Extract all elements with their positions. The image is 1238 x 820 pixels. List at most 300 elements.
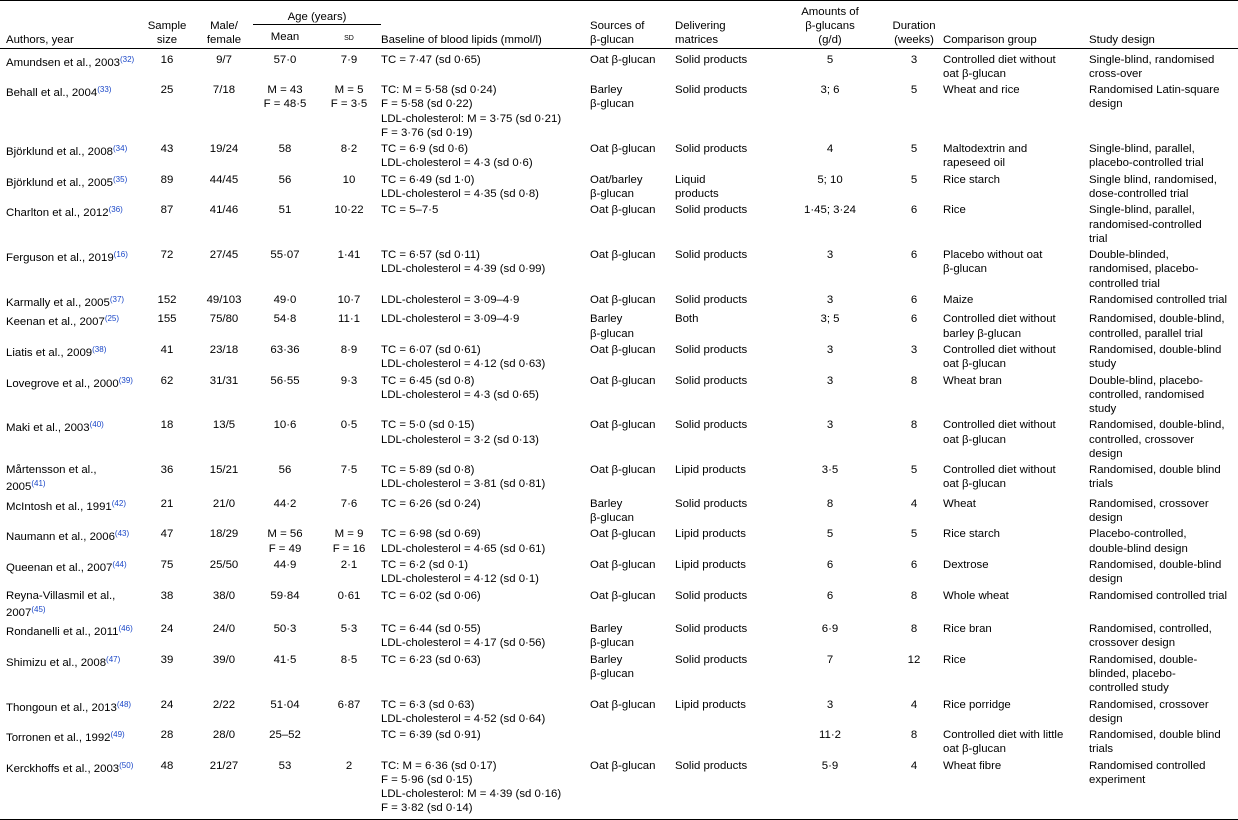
cell-sample-size: 36 xyxy=(160,464,174,477)
cell-author xyxy=(0,374,139,419)
reference-link[interactable]: (42) xyxy=(111,498,126,508)
author-text: Rondanelli et al., 2011 xyxy=(6,626,119,639)
cell-duration: 5 xyxy=(910,143,918,156)
table-header xyxy=(0,1,1238,49)
reference-link[interactable]: (32) xyxy=(119,54,135,64)
cell-matrix: Solid products xyxy=(675,204,748,217)
cell-duration: 6 xyxy=(910,558,918,571)
cell-sample-size: 18 xyxy=(160,419,174,432)
cell-baseline: TC = 6·98 (sd 0·69) LDL-cholesterol = 4·65 (sd 0·61) xyxy=(381,528,546,555)
cell-matrix: Solid products xyxy=(675,84,748,97)
cell-duration: 4 xyxy=(885,759,943,819)
author-text: Björklund et al., 2005 xyxy=(6,176,114,189)
cell-male-female: 27/45 xyxy=(209,249,239,262)
author-text: Lovegrove et al., 2000 xyxy=(6,377,119,390)
cell-source: Oat/barley β-glucan xyxy=(590,173,643,200)
reference-link[interactable]: (37) xyxy=(109,294,125,304)
reference-link[interactable]: (25) xyxy=(104,314,120,324)
cell-source: Oat β-glucan xyxy=(590,343,656,356)
reference-link[interactable]: (46) xyxy=(118,624,133,634)
header-sources: Sources of β-glucan xyxy=(590,20,645,47)
cell-matrix: Lipid products xyxy=(675,464,746,477)
cell-author xyxy=(0,293,139,312)
cell-baseline: TC: M = 6·36 (sd 0·17) F = 5·96 (sd 0·15) LDL-cholesterol: M = 4·39 (sd 0·16) F = 3·82 (sd 0·14) xyxy=(381,759,590,819)
cell-age-mean: 51 xyxy=(278,204,292,217)
reference-link[interactable]: (45) xyxy=(31,604,46,614)
cell-amount: 5; 10 xyxy=(817,173,843,186)
cell-baseline: TC: M = 5·58 (sd 0·24) F = 5·58 (sd 0·22) LDL-cholesterol: M = 3·75 (sd 0·21) F = 3·76 (sd 0·19) xyxy=(381,84,562,139)
cell-baseline: TC = 6·49 (sd 1·0) LDL-cholesterol = 4·35 (sd 0·8) xyxy=(381,173,539,200)
cell-source: Oat β-glucan xyxy=(590,528,656,541)
table-row xyxy=(0,142,1238,173)
cell-amount: 3; 6 xyxy=(820,84,840,97)
cell-age-sd: 7·5 xyxy=(340,464,358,477)
cell-matrix: Solid products xyxy=(675,419,748,432)
cell-author xyxy=(0,48,139,83)
cell-baseline: LDL-cholesterol = 3·09–4·9 xyxy=(381,293,520,306)
cell-male-female: 13/5 xyxy=(212,419,236,432)
cell-source xyxy=(590,728,675,759)
cell-male-female: 21/27 xyxy=(195,759,253,819)
cell-amount: 7 xyxy=(826,653,834,666)
cell-duration: 6 xyxy=(910,293,918,306)
cell-age-mean: 57·0 xyxy=(273,53,297,66)
cell-amount: 3 xyxy=(826,698,834,711)
author-text: Mårtensson et al., 2005 xyxy=(6,464,97,494)
cell-author xyxy=(0,83,139,142)
cell-age-sd xyxy=(317,728,381,759)
cell-baseline: TC = 5·0 (sd 0·15) LDL-cholesterol = 3·2 (sd 0·13) xyxy=(381,419,539,446)
cell-author xyxy=(0,497,139,528)
cell-baseline: TC = 6·07 (sd 0·61) LDL-cholesterol = 4·12 (sd 0·63) xyxy=(381,343,546,371)
cell-age-mean: 44·2 xyxy=(273,497,297,510)
cell-comparison: Controlled diet without barley β-glucan xyxy=(943,313,1056,340)
cell-design: Randomised, double-blind, controlled, crossover design xyxy=(1089,419,1225,460)
cell-design: Randomised, double- blinded, placebo- controlled study xyxy=(1089,653,1198,695)
cell-amount: 4 xyxy=(826,143,834,156)
cell-duration: 8 xyxy=(910,374,918,387)
cell-comparison: Rice bran xyxy=(943,623,992,636)
cell-age-mean: 55·07 xyxy=(270,249,300,262)
cell-age-mean: 59·84 xyxy=(270,589,300,602)
cell-author xyxy=(0,312,139,343)
cell-sample-size: 152 xyxy=(157,293,177,306)
reference-link[interactable]: (47) xyxy=(106,654,121,664)
reference-link[interactable]: (39) xyxy=(118,375,133,385)
cell-male-female: 24/0 xyxy=(212,623,236,636)
reference-link[interactable]: (40) xyxy=(89,420,104,430)
cell-comparison: Maize xyxy=(943,293,974,306)
cell-comparison: Rice starch xyxy=(943,528,1000,541)
cell-matrix: Solid products xyxy=(675,249,748,262)
cell-male-female: 28/0 xyxy=(212,729,236,742)
cell-design: Randomised, double-blind study xyxy=(1089,343,1222,371)
cell-design: Placebo-controlled, double-blind design xyxy=(1089,528,1188,555)
table-row xyxy=(0,653,1238,698)
cell-author xyxy=(0,527,139,558)
cell-baseline: TC = 6·57 (sd 0·11) LDL-cholesterol = 4·39 (sd 0·99) xyxy=(381,249,546,276)
cell-sample-size: 16 xyxy=(160,53,174,66)
author-text: Karmally et al., 2005 xyxy=(6,296,110,309)
header-comparison: Comparison group xyxy=(943,34,1037,47)
cell-age-mean: 50·3 xyxy=(273,623,297,636)
cell-source: Oat β-glucan xyxy=(590,374,656,387)
cell-age-mean: 63·36 xyxy=(270,343,300,356)
author-text: Liatis et al., 2009 xyxy=(6,346,93,359)
cell-age-sd: 10 xyxy=(342,173,356,186)
reference-link[interactable]: (34) xyxy=(113,144,128,154)
cell-author xyxy=(0,653,139,698)
cell-age-sd: 8·9 xyxy=(340,343,358,356)
cell-source: Oat β-glucan xyxy=(590,464,656,477)
table-body xyxy=(0,48,1238,819)
cell-age-mean: 49·0 xyxy=(273,293,297,306)
cell-matrix: Both xyxy=(675,313,699,326)
author-text: Queenan et al., 2007 xyxy=(6,561,113,574)
cell-male-female: 9/7 xyxy=(216,53,232,66)
cell-matrix: Solid products xyxy=(675,293,748,306)
cell-comparison: Controlled diet with little oat β-glucan xyxy=(943,729,1064,756)
cell-amount: 6·9 xyxy=(821,623,839,636)
cell-age-sd: 1·41 xyxy=(337,249,361,262)
table-row xyxy=(0,173,1238,204)
header-duration: Duration (weeks) xyxy=(892,20,936,47)
cell-sample-size: 38 xyxy=(160,589,174,602)
cell-male-female: 15/21 xyxy=(209,464,239,477)
cell-male-female: 75/80 xyxy=(209,313,239,326)
cell-matrix xyxy=(675,728,775,759)
header-age-mean: Mean xyxy=(270,31,300,44)
table-row xyxy=(0,463,1238,497)
cell-sample-size: 25 xyxy=(160,84,174,97)
cell-sample-size: 39 xyxy=(160,653,174,666)
cell-age-sd: 2 xyxy=(317,759,381,819)
cell-male-female: 41/46 xyxy=(209,204,239,217)
cell-age-mean: 58 xyxy=(278,143,292,156)
cell-sample-size: 24 xyxy=(160,698,174,711)
cell-age-sd: 7·9 xyxy=(340,53,358,66)
cell-source: Oat β-glucan xyxy=(590,698,656,711)
cell-age-mean: 53 xyxy=(253,759,317,819)
cell-sample-size: 89 xyxy=(160,173,174,186)
cell-matrix: Solid products xyxy=(675,497,748,510)
cell-male-female: 23/18 xyxy=(209,343,239,356)
header-sample-size: Sample size xyxy=(147,20,187,47)
cell-age-sd: M = 9 F = 16 xyxy=(332,528,366,555)
author-text: Naumann et al., 2006 xyxy=(6,531,115,544)
author-text: Torronen et al., 1992 xyxy=(6,732,111,745)
cell-matrix: Lipid products xyxy=(675,698,746,711)
cell-age-sd: 10·7 xyxy=(337,293,361,306)
header-age-sd: sd xyxy=(344,31,354,44)
table-row xyxy=(0,48,1238,83)
cell-age-mean: 44·9 xyxy=(273,558,297,571)
cell-duration: 3 xyxy=(910,343,918,356)
cell-age-sd: 6·87 xyxy=(337,698,361,711)
table-row xyxy=(0,293,1238,312)
author-text: Thongoun et al., 2013 xyxy=(6,701,117,714)
cell-design: Single-blind, parallel, randomised-controlled trial xyxy=(1089,204,1202,245)
cell-duration: 5 xyxy=(910,84,918,97)
author-text: Charlton et al., 2012 xyxy=(6,207,109,220)
cell-comparison: Controlled diet without oat β-glucan xyxy=(943,53,1056,80)
cell-amount: 5 xyxy=(826,528,834,541)
author-text: Amundsen et al., 2003 xyxy=(6,56,120,69)
table-row xyxy=(0,374,1238,419)
reference-link[interactable]: (35) xyxy=(113,174,128,184)
table-row xyxy=(0,698,1238,729)
cell-design: Randomised, double-blind design xyxy=(1089,558,1222,586)
cell-design: Double-blind, placebo- controlled, randomised study xyxy=(1089,374,1205,415)
author-text: Maki et al., 2003 xyxy=(6,422,90,435)
reference-link[interactable]: (16) xyxy=(113,250,128,260)
cell-matrix: Lipid products xyxy=(675,558,746,571)
cell-comparison: Maltodextrin and rapeseed oil xyxy=(943,143,1028,170)
cell-matrix: Solid products xyxy=(675,589,748,602)
cell-design: Randomised controlled trial xyxy=(1089,589,1228,602)
cell-comparison: Rice porridge xyxy=(943,698,1011,711)
table-row xyxy=(0,248,1238,293)
author-text: Shimizu et al., 2008 xyxy=(6,656,107,669)
table-row xyxy=(0,418,1238,463)
author-text: Ferguson et al., 2019 xyxy=(6,252,114,265)
table-row xyxy=(0,343,1238,374)
cell-comparison: Wheat bran xyxy=(943,374,1002,387)
cell-author xyxy=(0,558,139,589)
cell-comparison: Wheat xyxy=(943,497,976,510)
cell-author xyxy=(0,343,139,374)
cell-duration: 6 xyxy=(910,204,918,217)
cell-age-mean: 10·6 xyxy=(273,419,297,432)
cell-baseline: TC = 6·44 (sd 0·55) LDL-cholesterol = 4·17 (sd 0·56) xyxy=(381,623,546,650)
cell-amount: 6 xyxy=(826,589,834,602)
reference-link[interactable]: (44) xyxy=(112,559,127,569)
header-baseline: Baseline of blood lipids (mmol/l) xyxy=(381,34,542,47)
cell-age-sd: 8·2 xyxy=(340,143,358,156)
cell-amount: 3 xyxy=(826,249,834,262)
cell-design: Single blind, randomised, dose-controlled trial xyxy=(1089,173,1217,200)
cell-author xyxy=(0,728,139,759)
cell-design: Randomised, double blind trials xyxy=(1089,464,1221,491)
author-text: Kerckhoffs et al., 2003 xyxy=(6,762,120,775)
cell-male-female: 7/18 xyxy=(212,84,236,97)
cell-author xyxy=(0,589,139,623)
cell-source: Oat β-glucan xyxy=(590,558,656,571)
table-row xyxy=(0,527,1238,558)
cell-matrix: Solid products xyxy=(675,759,775,819)
cell-amount: 8 xyxy=(826,497,834,510)
cell-age-sd: M = 5 F = 3·5 xyxy=(330,84,368,111)
cell-age-mean: M = 56 F = 49 xyxy=(267,528,303,555)
reference-link[interactable]: (49) xyxy=(110,730,125,740)
cell-age-mean: 54·8 xyxy=(273,313,297,326)
cell-author xyxy=(0,248,139,293)
cell-comparison: Wheat fibre xyxy=(943,759,1089,819)
author-text: Behall et al., 2004 xyxy=(6,87,98,100)
cell-amount: 3 xyxy=(826,343,834,356)
cell-matrix: Liquid products xyxy=(675,173,719,200)
cell-age-mean: M = 43 F = 48·5 xyxy=(263,84,307,111)
cell-duration: 8 xyxy=(910,729,918,742)
table-row xyxy=(0,83,1238,142)
cell-age-sd: 9·3 xyxy=(340,374,358,387)
cell-author xyxy=(0,698,139,729)
cell-comparison: Controlled diet without oat β-glucan xyxy=(943,343,1056,371)
cell-comparison: Rice xyxy=(943,653,966,666)
cell-comparison: Whole wheat xyxy=(943,589,1009,602)
cell-source: Barley β-glucan xyxy=(590,497,634,524)
cell-baseline: TC = 5–7·5 xyxy=(381,204,439,217)
header-amounts: Amounts of β-glucans (g/d) xyxy=(801,6,859,47)
cell-comparison: Controlled diet without oat β-glucan xyxy=(943,419,1056,446)
cell-sample-size: 28 xyxy=(160,729,174,742)
cell-duration: 6 xyxy=(910,313,918,326)
cell-age-sd: 11·1 xyxy=(338,313,360,326)
reference-link[interactable]: (43) xyxy=(114,529,130,539)
cell-age-sd: 5·3 xyxy=(340,623,358,636)
cell-design: Double-blinded, randomised, placebo- controlled trial xyxy=(1089,249,1199,290)
cell-male-female: 18/29 xyxy=(209,528,239,541)
cell-source: Barley β-glucan xyxy=(590,313,634,340)
cell-baseline: TC = 6·02 (sd 0·06) xyxy=(381,589,481,602)
cell-duration: 5 xyxy=(910,173,918,186)
table-row xyxy=(0,589,1238,623)
header-matrices: Delivering matrices xyxy=(675,20,726,47)
cell-age-sd: 0·5 xyxy=(340,419,358,432)
cell-age-mean: 56·55 xyxy=(270,374,300,387)
header-design: Study design xyxy=(1089,34,1155,47)
cell-age-mean: 51·04 xyxy=(270,698,300,711)
cell-source: Oat β-glucan xyxy=(590,419,656,432)
cell-amount: 1·45; 3·24 xyxy=(804,204,856,217)
cell-source: Oat β-glucan xyxy=(590,249,656,262)
cell-amount: 6 xyxy=(826,558,834,571)
cell-duration: 5 xyxy=(910,528,918,541)
cell-amount: 3 xyxy=(826,293,834,306)
cell-baseline: TC = 5·89 (sd 0·8) LDL-cholesterol = 3·81 (sd 0·81) xyxy=(381,464,546,491)
cell-design: Randomised, crossover design xyxy=(1089,497,1209,524)
cell-matrix: Solid products xyxy=(675,343,748,356)
reference-link[interactable]: (41) xyxy=(31,479,46,489)
cell-sample-size: 155 xyxy=(157,313,177,326)
table-row xyxy=(0,312,1238,343)
cell-matrix: Solid products xyxy=(675,623,748,636)
cell-design: Randomised Latin-square design xyxy=(1089,84,1220,111)
cell-matrix: Lipid products xyxy=(675,528,746,541)
cell-amount: 3 xyxy=(826,374,834,387)
cell-age-sd: 10·22 xyxy=(334,204,364,217)
cell-baseline: TC = 6·26 (sd 0·24) xyxy=(381,497,481,510)
cell-amount: 11·2 xyxy=(819,729,841,742)
cell-matrix: Solid products xyxy=(675,653,748,666)
cell-baseline: TC = 6·2 (sd 0·1) LDL-cholesterol = 4·12 (sd 0·1) xyxy=(381,558,539,586)
cell-design: Randomised controlled experiment xyxy=(1089,759,1238,819)
cell-author xyxy=(0,203,139,248)
cell-duration: 8 xyxy=(910,623,918,636)
cell-matrix: Solid products xyxy=(675,143,748,156)
cell-source: Oat β-glucan xyxy=(590,204,656,217)
cell-sample-size: 47 xyxy=(160,528,174,541)
cell-male-female: 31/31 xyxy=(209,374,239,387)
header-male-female: Male/ female xyxy=(206,20,242,47)
cell-design: Randomised controlled trial xyxy=(1089,293,1228,306)
cell-male-female: 19/24 xyxy=(209,143,239,156)
header-authors: Authors, year xyxy=(6,34,74,47)
cell-baseline: TC = 6·45 (sd 0·8) LDL-cholesterol = 4·3 (sd 0·65) xyxy=(381,374,539,401)
cell-sample-size: 62 xyxy=(160,374,174,387)
cell-age-sd: 0·61 xyxy=(337,589,361,602)
cell-age-mean: 56 xyxy=(278,464,292,477)
cell-duration: 5 xyxy=(910,464,918,477)
cell-comparison: Controlled diet without oat β-glucan xyxy=(943,464,1056,491)
cell-age-sd: 7·6 xyxy=(340,497,358,510)
cell-age-mean: 25–52 xyxy=(269,729,301,742)
cell-source: Oat β-glucan xyxy=(590,143,656,156)
table-row xyxy=(0,558,1238,589)
cell-duration: 8 xyxy=(910,419,918,432)
cell-source: Oat β-glucan xyxy=(590,293,656,306)
table-row xyxy=(0,728,1238,759)
cell-amount: 5·9 xyxy=(775,759,885,819)
cell-male-female: 44/45 xyxy=(209,173,239,186)
cell-duration: 6 xyxy=(910,249,918,262)
table-row xyxy=(0,622,1238,653)
cell-baseline: TC = 6·9 (sd 0·6) LDL-cholesterol = 4·3 (sd 0·6) xyxy=(381,143,533,170)
cell-sample-size: 72 xyxy=(160,249,174,262)
cell-baseline: LDL-cholesterol = 3·09–4·9 xyxy=(381,313,520,326)
cell-age-sd: 2·1 xyxy=(340,558,358,571)
cell-source: Oat β-glucan xyxy=(590,589,656,602)
cell-comparison: Placebo without oat β-glucan xyxy=(943,249,1043,276)
cell-amount: 3·5 xyxy=(821,464,839,477)
cell-matrix: Solid products xyxy=(675,53,748,66)
table-row xyxy=(0,497,1238,528)
reference-link[interactable]: (36) xyxy=(108,205,123,215)
cell-duration: 3 xyxy=(910,53,918,66)
cell-comparison: Rice starch xyxy=(943,173,1000,186)
cell-duration: 4 xyxy=(910,497,918,510)
cell-source: Barley β-glucan xyxy=(590,84,634,111)
cell-male-female: 49/103 xyxy=(206,293,242,306)
cell-sample-size: 87 xyxy=(160,204,174,217)
cell-design: Single-blind, randomised cross-over xyxy=(1089,53,1215,80)
cell-comparison: Dextrose xyxy=(943,558,989,571)
table-row xyxy=(0,759,1238,819)
table-row xyxy=(0,203,1238,248)
cell-sample-size: 24 xyxy=(160,623,174,636)
cell-design: Randomised, double-blind, controlled, parallel trial xyxy=(1089,313,1225,340)
reference-link[interactable]: (48) xyxy=(116,699,132,709)
cell-baseline: TC = 6·23 (sd 0·63) xyxy=(381,653,481,666)
reference-link[interactable]: (50) xyxy=(119,760,134,770)
cell-male-female: 21/0 xyxy=(212,497,236,510)
cell-matrix: Solid products xyxy=(675,374,748,387)
cell-sample-size: 41 xyxy=(160,343,174,356)
cell-age-mean: 56 xyxy=(278,173,292,186)
reference-link[interactable]: (33) xyxy=(97,85,112,95)
cell-sample-size: 48 xyxy=(139,759,195,819)
author-text: Reyna-Villasmil et al., 2007 xyxy=(6,589,116,619)
cell-author xyxy=(0,759,139,819)
author-text: Keenan et al., 2007 xyxy=(6,316,105,329)
cell-sample-size: 43 xyxy=(160,143,174,156)
cell-baseline: TC = 7·47 (sd 0·65) xyxy=(381,53,481,66)
cell-source: Oat β-glucan xyxy=(590,759,675,819)
cell-baseline: TC = 6·39 (sd 0·91) xyxy=(381,729,481,742)
cell-author xyxy=(0,622,139,653)
cell-comparison: Rice xyxy=(943,204,966,217)
reference-link[interactable]: (38) xyxy=(92,344,107,354)
